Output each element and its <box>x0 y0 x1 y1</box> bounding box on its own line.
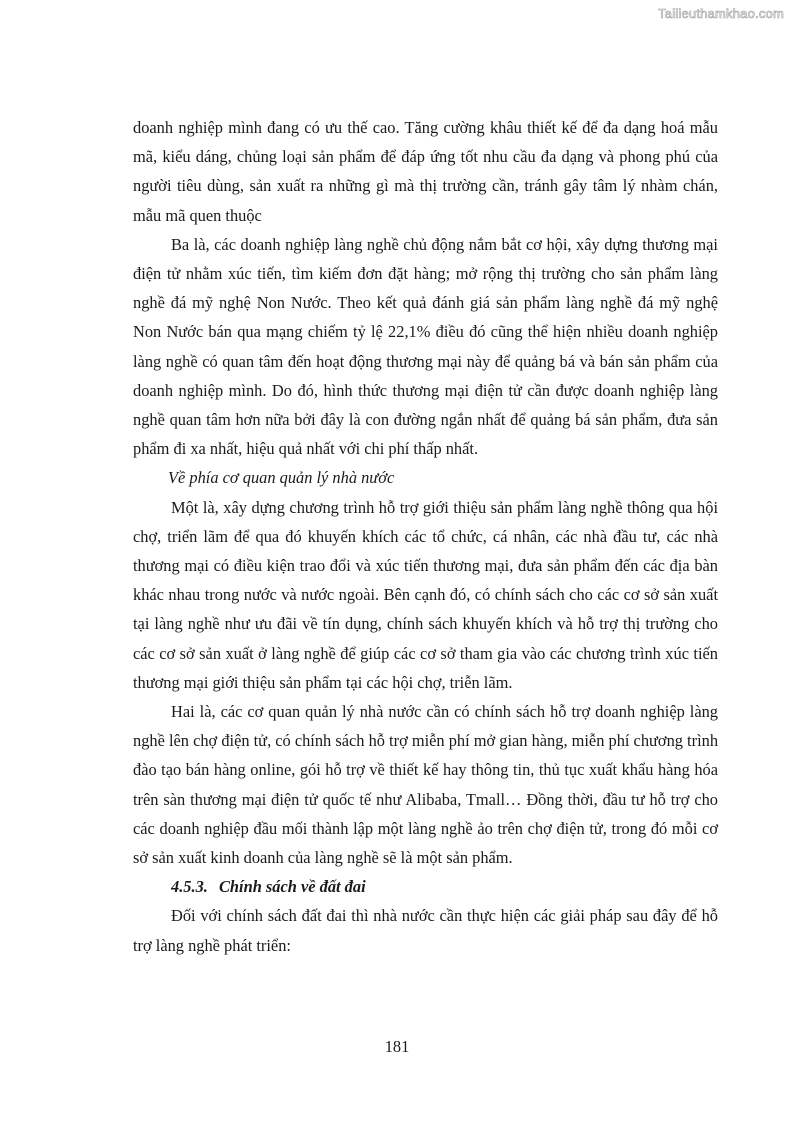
paragraph-1: doanh nghiệp mình đang có ưu thế cao. Tăng cường khâu thiết kế để đa dạng hoá mẫu mã, kiểu dáng, chủng loại sản phẩm để đáp ứng tốt nhu cầu đa dạng và phong phú của người tiêu dùng, sản xuất ra những gì mà thị trường cần, tránh gây tâm lý nhàm chán, mẫu mã quen thuộc <box>133 118 718 225</box>
subheading-state-agencies: Về phía cơ quan quản lý nhà nước <box>168 468 395 488</box>
paragraph-5: Đối với chính sách đất đai thì nhà nước cần thực hiện các giải pháp sau đây để hỗ trợ làng nghề phát triển: <box>133 906 718 955</box>
page-number: 181 <box>384 1037 410 1056</box>
paragraph-4: Hai là, các cơ quan quản lý nhà nước cần có chính sách hỗ trợ doanh nghiệp làng nghề lên chợ điện tử, có chính sách hỗ trợ miễn phí mở gian hàng, miễn phí chương trình đào tạo bán hàng online, gói hỗ trợ về thiết kế hay thông tin, thủ tục xuất khẩu hàng hóa trên sàn thương mại điện tử quốc tế như Alibaba, Tmall… Đồng thời, đầu tư hỗ trợ cho các doanh nghiệp đầu mối thành lập một làng nghề ảo trên chợ điện tử, trong đó mỗi cơ sở sản xuất kinh doanh của làng nghề sẽ là một sản phẩm. <box>133 702 719 868</box>
paragraph-2: Ba là, các doanh nghiệp làng nghề chủ động nắm bắt cơ hội, xây dựng thương mại điện tử nhằm xúc tiến, tìm kiếm đơn đặt hàng; mở rộng thị trường cho sản phẩm làng nghề đá mỹ nghệ Non Nước. Theo kết quả đánh giá sản phẩm làng nghề đá mỹ nghệ Non Nước bán qua mạng chiếm tỷ lệ 22,1% điều đó cũng thể hiện nhiều doanh nghiệp làng nghề có quan tâm đến hoạt động thương mại này để quảng bá và bán sản phẩm của doanh nghiệp mình. Do đó, hình thức thương mại điện tử cần được doanh nghiệp làng nghề quan tâm hơn nữa bởi đây là con đường ngắn nhất để quảng bá sản phẩm, đưa sản phẩm đi xa nhất, hiệu quả nhất với chi phí thấp nhất. <box>133 234 718 459</box>
section-heading <box>133 872 718 901</box>
section-title: Chính sách về đất đai <box>219 877 366 897</box>
paragraph-3: Một là, xây dựng chương trình hỗ trợ giới thiệu sản phẩm làng nghề thông qua hội chợ, triển lãm để qua đó khuyến khích các tổ chức, cá nhân, các nhà đầu tư, các nhà thương mại có điều kiện trao đổi và xúc tiến thương mại, đưa sản phẩm đến các địa bàn khác nhau trong nước và nước ngoài. Bên cạnh đó, có chính sách cho các cơ sở sản xuất tại làng nghề như ưu đãi về tín dụng, chính sách khuyến khích và hỗ trợ thị trường cho các cơ sở sản xuất ở làng nghề để giúp các cơ sở tham gia vào các chương trình xúc tiến thương mại giới thiệu sản phẩm tại các hội chợ, triễn lãm. <box>133 497 718 692</box>
section-number: 4.5.3. <box>171 877 208 897</box>
watermark: Tailieuthamkhao.com <box>658 6 784 21</box>
document-body <box>133 113 718 960</box>
